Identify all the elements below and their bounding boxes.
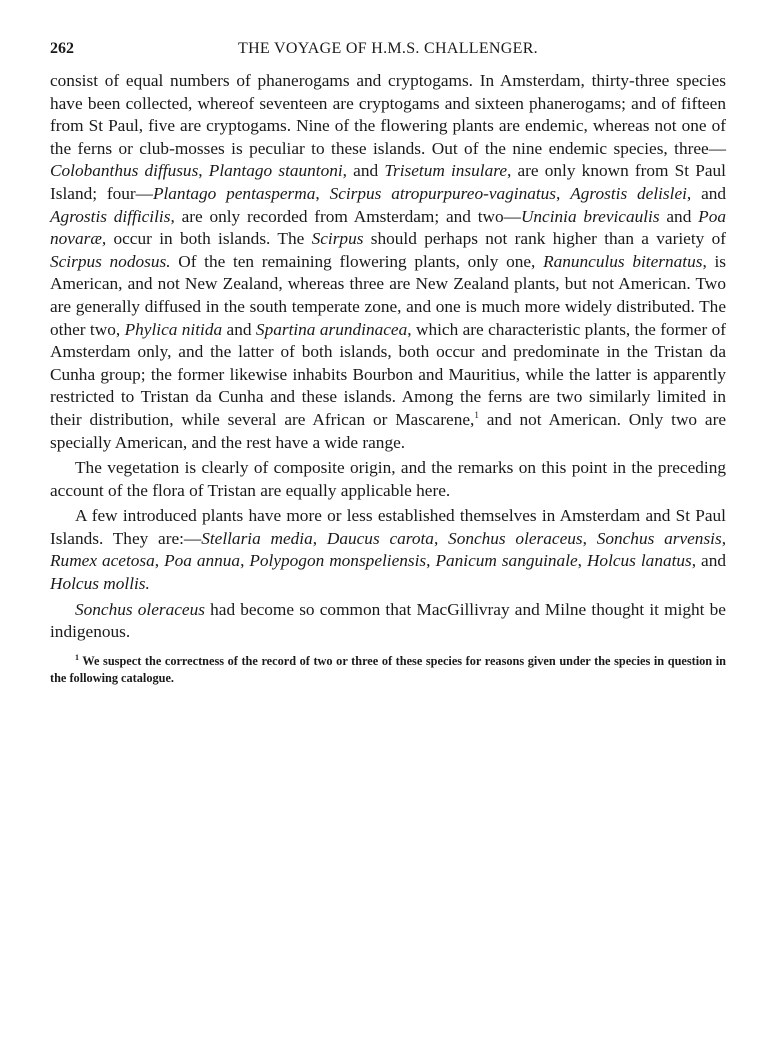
footnote-reference: 1 [474,409,479,420]
italic-text: Panicum sanguinale [435,551,578,571]
italic-text: Polypogon monspeliensis [249,551,427,571]
italic-text: Agrostis delislei [570,183,687,203]
page-number: 262 [50,40,74,57]
text-run: , and [342,161,385,181]
italic-text: Scirpus nodosus. [50,251,171,271]
paragraph [50,599,726,644]
italic-text: Poa annua [164,551,241,571]
text-run: , [198,161,209,181]
italic-text: Scirpus [311,229,364,249]
text-run: Of the ten remaining flowering plants, only one, [170,251,544,271]
text-run: , [154,551,165,571]
text-run: , are only recorded from Amsterdam; and two— [170,206,521,226]
italic-text: Spartina arundinacea [255,319,408,339]
paragraph [50,70,726,454]
text-run: , and [691,551,726,571]
italic-text: Sonchus arvensis [596,528,722,548]
paragraph [50,457,726,502]
text-run: and [659,206,699,226]
text-run: , occur in both islands. The [101,229,312,249]
italic-text: Holcus lanatus [586,551,692,571]
page-header [50,40,726,70]
italic-text: Rumex acetosa [50,551,155,571]
italic-text: Daucus carota [326,528,434,548]
text-run: and [222,319,256,339]
body-text [50,70,726,644]
text-run: A few introduced plants have more or less established themselves in Amsterdam and St Paul Islands. They are:— [50,506,726,548]
book-page [50,40,726,688]
text-run: consist of equal numbers of phanerogams and cryptogams. In Amsterdam, thirty-three species have been collected, whereof seventeen are cryptogams and sixteen phanerogams; and of fifteen from St Paul, five are cryptogams. Nine of the flowering plants are endemic, whereas not one of the ferns or club-mosses is peculiar to these islands. Out of the nine endemic species, three— [50,71,726,158]
text-run: , [315,183,330,203]
footnote-text: We suspect the correctness of the record of two or three of these species for reasons given under the species in question in the following catalogue. [50,653,726,686]
text-run: , which are characteristic plants, the former of Amsterdam only, and the latter of both islands, both occur and predominate in the Tristan da Cunha group; the former likewise inhabits Bourbon and Mauritius, while the latter is apparently restricted to Tristan da Cunha and these islands. Among the ferns are two similarly limited in their distribution, while several are African or Mascarene, [50,319,727,429]
text-run: and not American. Only two are specially American, and the rest have a wide range. [50,409,727,452]
italic-text: Agrostis difficilis [50,206,171,226]
italic-text: Stellaria media [201,528,313,548]
text-run: , [433,528,449,548]
text-run: The vegetation is clearly of composite origin, and the remarks on this point in the preceding account of the flora of Tristan are equally applicable here. [50,458,726,500]
text-run: , [556,183,571,203]
italic-text: Plantago pentasperma [152,183,316,203]
paragraph [50,505,726,595]
italic-text: Plantago stauntoni [208,161,343,181]
text-run: , is American, and not New Zealand, whereas three are New Zealand plants, but not American. Two are generally diffused in the south temperate zone, and one is much more widely distributed. The other two, [50,251,726,339]
text-run: , [312,528,327,548]
text-run: , [582,528,597,548]
italic-text: Sonchus oleraceus [448,528,583,548]
footnote-marker: 1 [75,652,79,662]
footnote [50,653,726,688]
text-run: , and [686,183,727,203]
italic-text: Sonchus oleraceus [75,599,205,619]
italic-text: Poa novaræ [50,206,726,249]
italic-text: Holcus mollis. [50,574,150,594]
text-run: , [577,551,587,571]
text-run: , [426,551,436,571]
text-run: , are only known from St Paul Island; four— [50,161,726,203]
text-run: had become so common that MacGillivray and Milne thought it might be indigenous. [50,599,726,642]
italic-text: Colobanthus diffusus [50,161,199,181]
italic-text: Ranunculus biternatus [543,251,703,271]
italic-text: Uncinia brevicaulis [520,206,660,226]
italic-text: Scirpus atropurpureo-vaginatus [329,183,557,203]
text-run: , [721,528,727,548]
text-run: , [240,551,250,571]
italic-text: Trisetum insulare [384,161,507,181]
running-title: THE VOYAGE OF H.M.S. CHALLENGER. [238,40,538,57]
text-run: should perhaps not rank higher than a variety of [363,229,726,249]
italic-text: Phylica nitida [124,319,223,339]
